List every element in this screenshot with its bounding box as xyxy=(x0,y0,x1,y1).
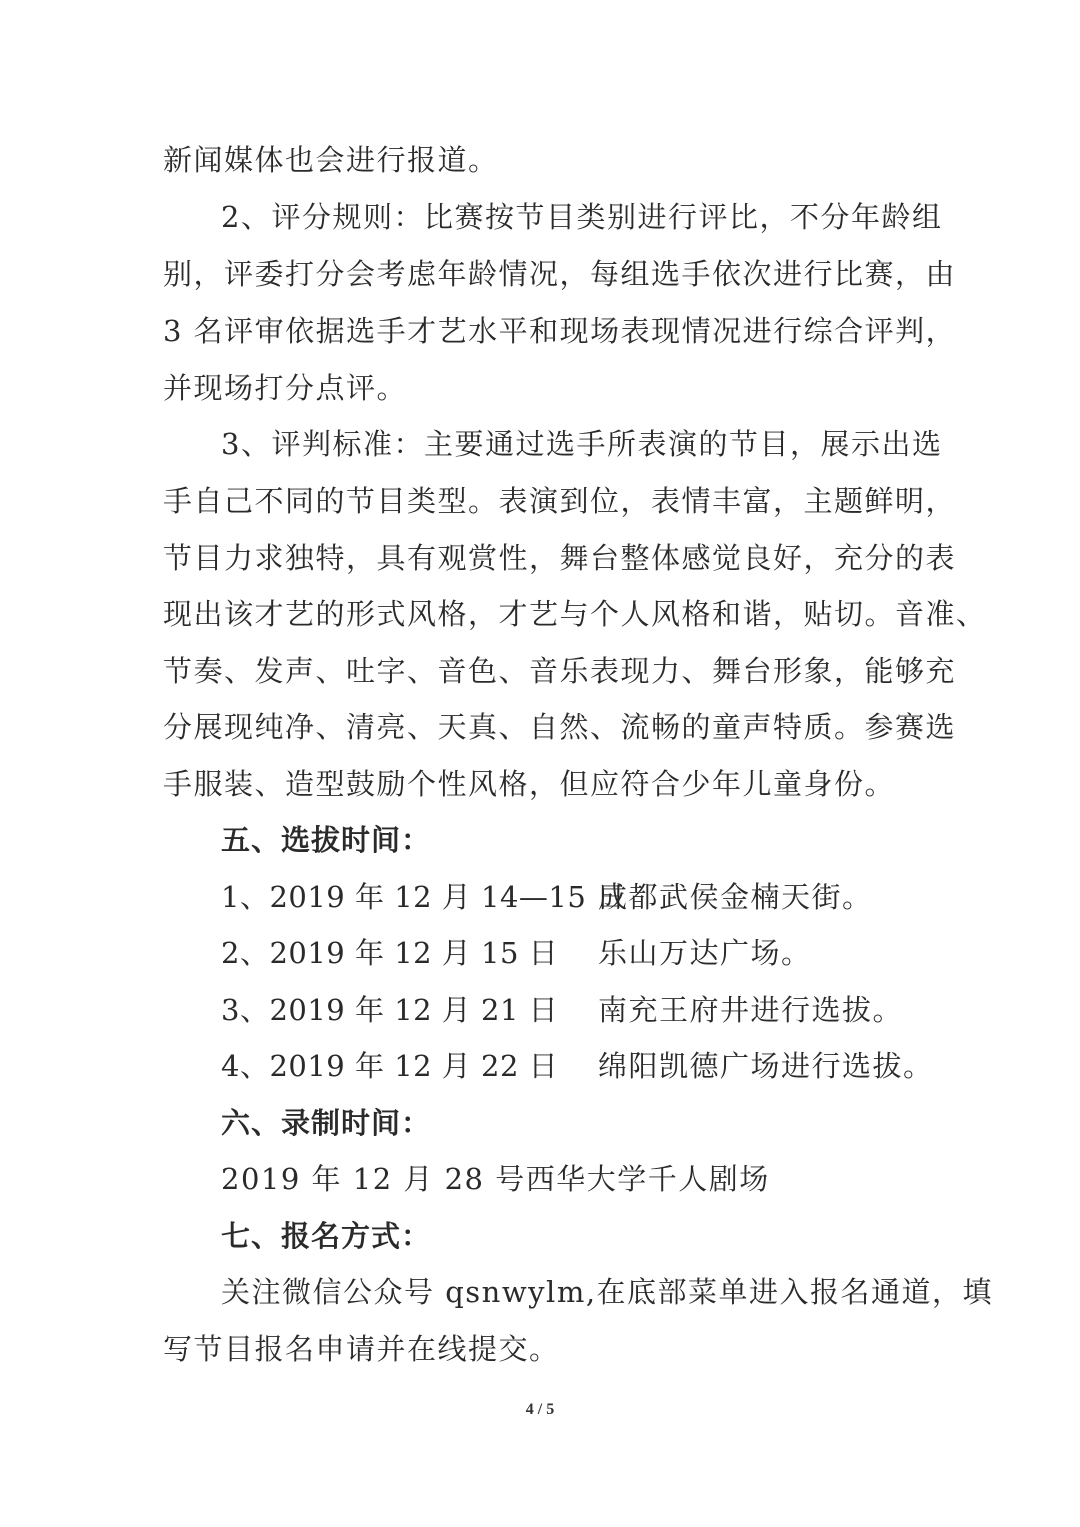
page-number: 4 / 5 xyxy=(525,1401,555,1418)
recording-heading: 六、录制时间： xyxy=(221,1106,432,1140)
selection-heading: 五、选拔时间： xyxy=(221,823,432,857)
criteria-line: 现出该才艺的形式风格，才艺与个人风格和谐，贴切。音准、 xyxy=(163,597,987,631)
criteria-line: 分展现纯净、清亮、天真、自然、流畅的童声特质。参赛选 xyxy=(163,710,957,744)
criteria-line: 3、评判标准：主要通过选手所表演的节目，展示出选 xyxy=(221,427,943,461)
schedule-place: 南充王府井进行选拔。 xyxy=(598,993,904,1027)
schedule-place: 乐山万达广场。 xyxy=(598,936,812,970)
criteria-line: 手服装、造型鼓励个性风格，但应符合少年儿童身份。 xyxy=(163,767,896,801)
recording-text: 2019 年 12 月 28 号西华大学千人剧场 xyxy=(221,1162,770,1196)
registration-line: 写节目报名申请并在线提交。 xyxy=(163,1332,560,1366)
scoring-line: 3 名评审依据选手才艺水平和现场表现情况进行综合评判， xyxy=(163,314,957,348)
registration-line: 关注微信公众号 qsnwylm,在底部菜单进入报名通道，填 xyxy=(221,1275,994,1309)
scoring-line: 并现场打分点评。 xyxy=(163,371,408,405)
schedule-place: 成都武侯金楠天街。 xyxy=(598,880,873,914)
schedule-date: 2、2019 年 12 月 15 日 xyxy=(221,936,559,970)
criteria-line: 手自己不同的节目类型。表演到位，表情丰富，主题鲜明， xyxy=(163,484,957,518)
criteria-line: 节目力求独特，具有观赏性，舞台整体感觉良好，充分的表 xyxy=(163,541,957,575)
intro-line: 新闻媒体也会进行报道。 xyxy=(163,143,499,177)
registration-heading: 七、报名方式： xyxy=(221,1219,432,1253)
schedule-date: 1、2019 年 12 月 14—15 日 xyxy=(221,880,626,914)
criteria-line: 节奏、发声、吐字、音色、音乐表现力、舞台形象，能够充 xyxy=(163,654,957,688)
schedule-date: 4、2019 年 12 月 22 日 xyxy=(221,1049,559,1083)
scoring-line: 2、评分规则：比赛按节目类别进行评比，不分年龄组 xyxy=(221,200,943,234)
scoring-line: 别，评委打分会考虑年龄情况，每组选手依次进行比赛，由 xyxy=(163,257,957,291)
schedule-date: 3、2019 年 12 月 21 日 xyxy=(221,993,559,1027)
schedule-place: 绵阳凯德广场进行选拔。 xyxy=(598,1049,934,1083)
